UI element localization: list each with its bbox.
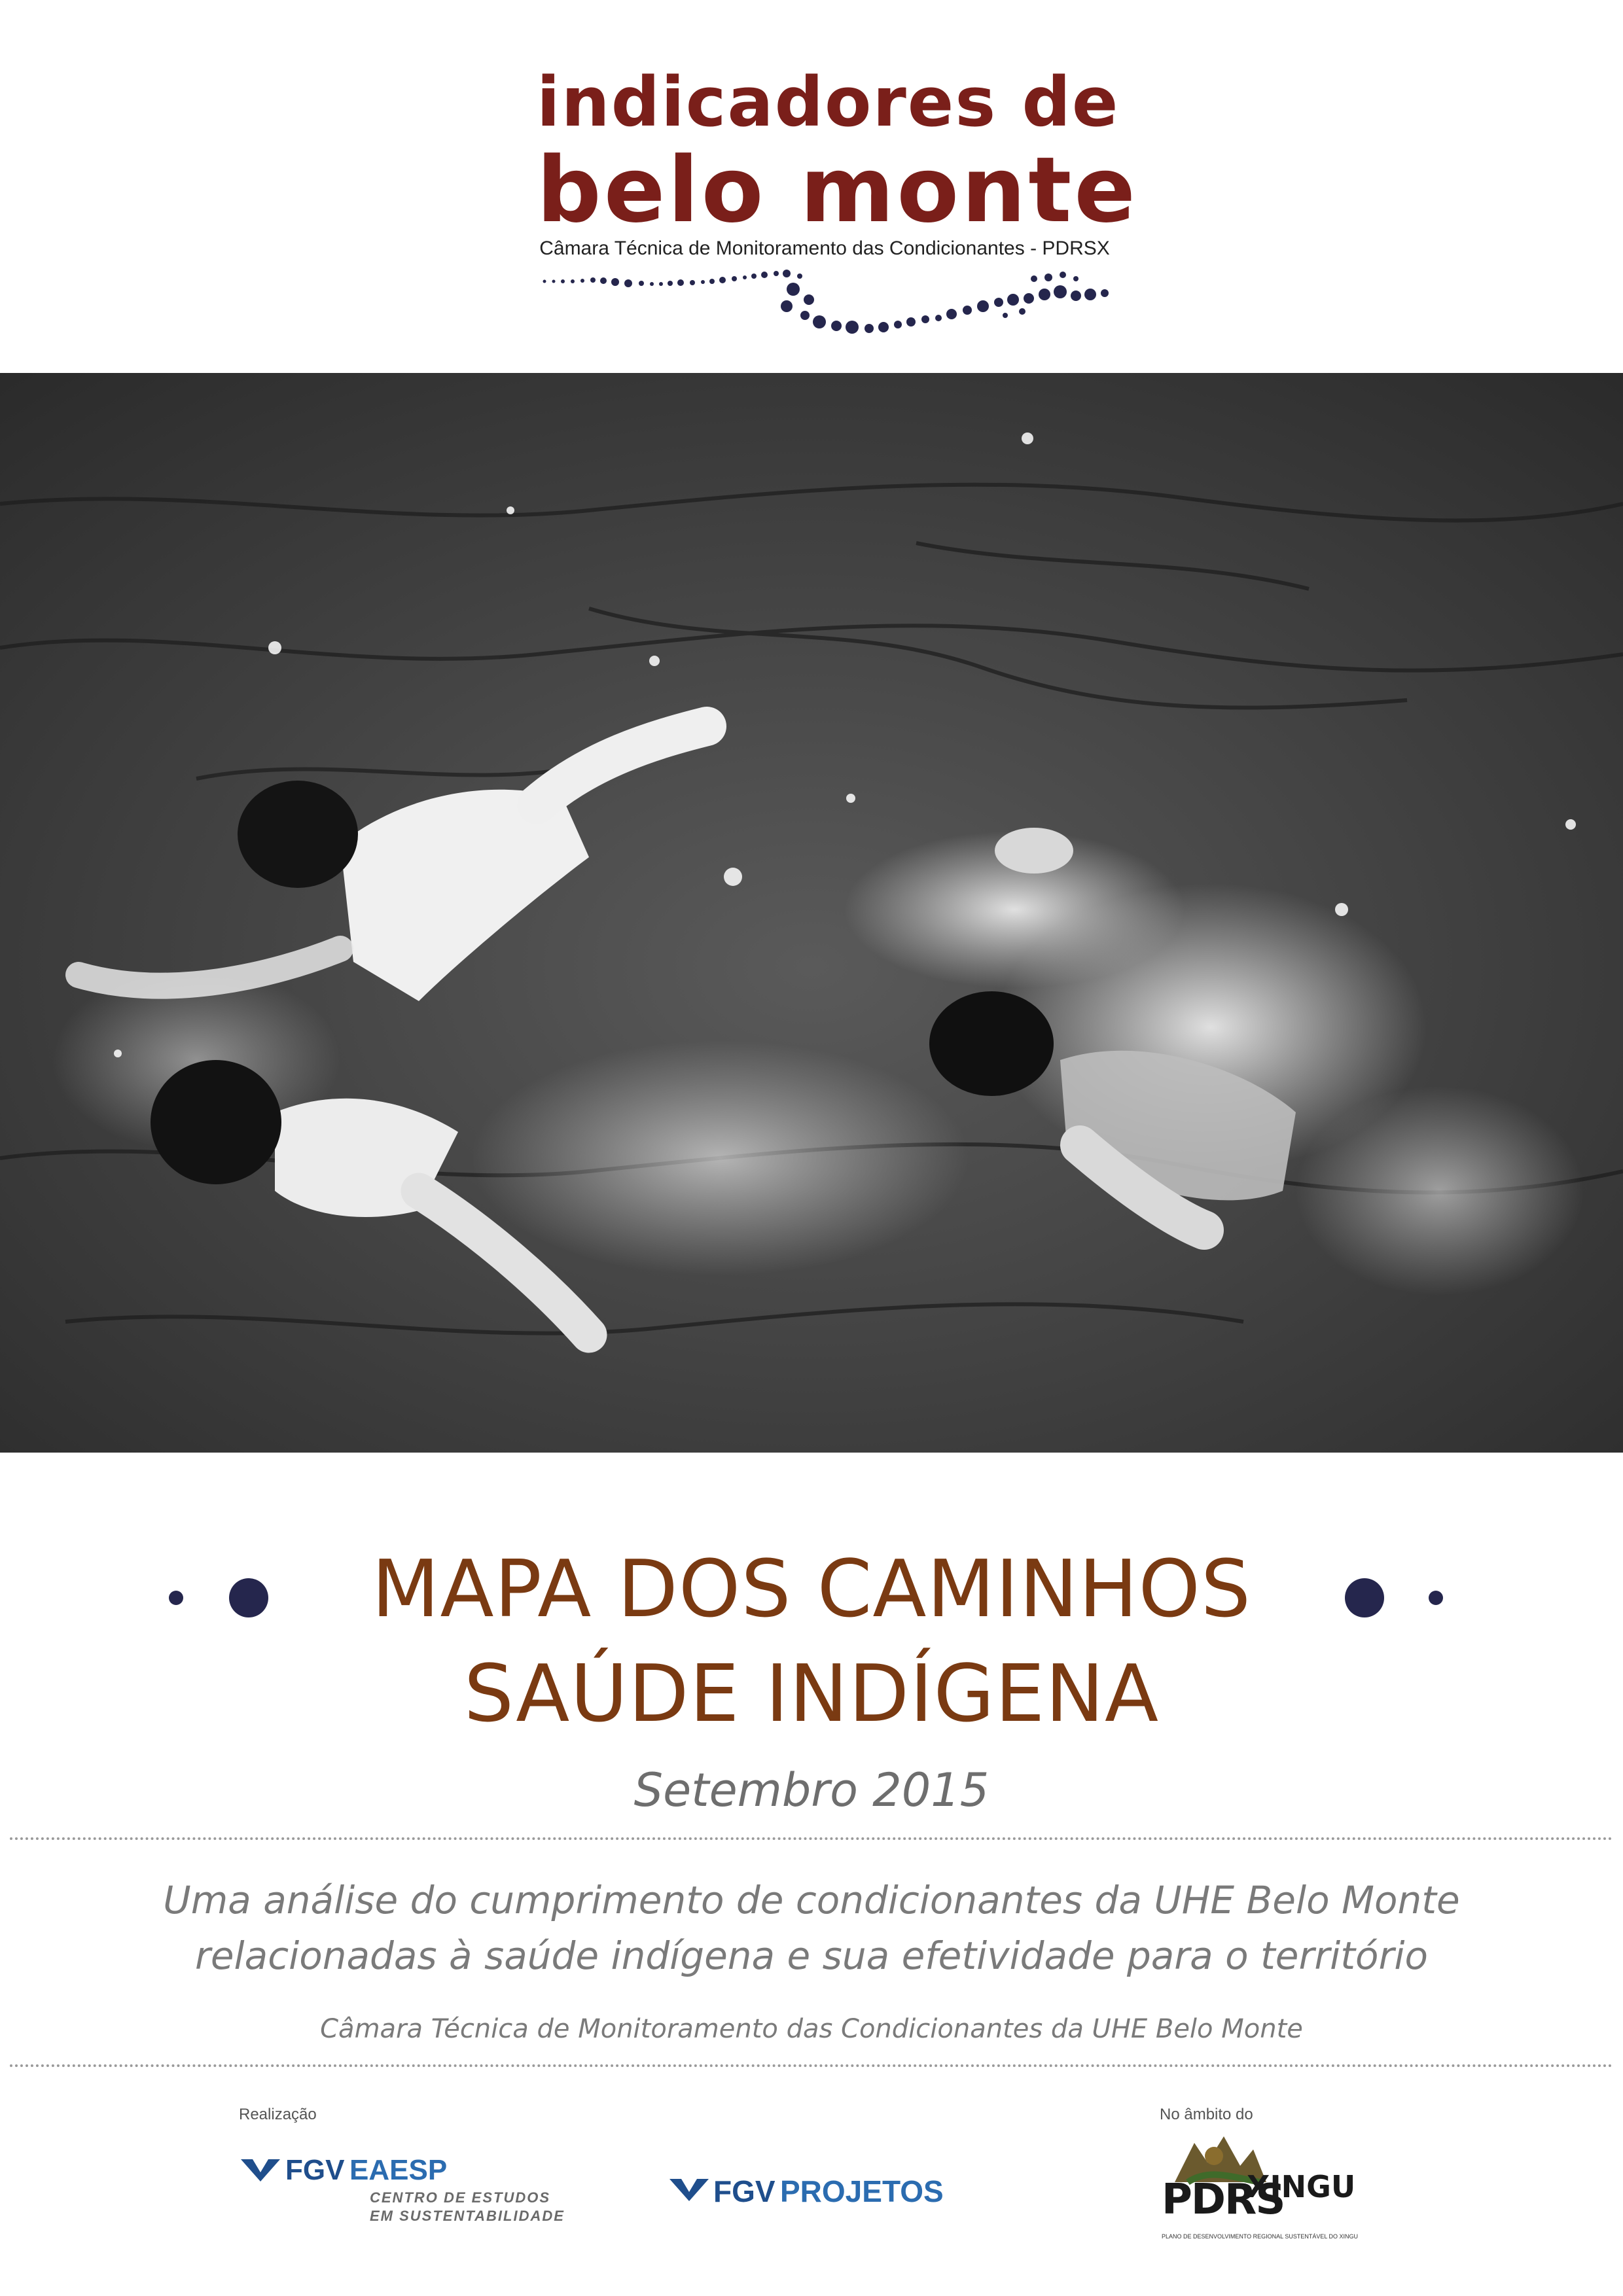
fgv-arrow-icon bbox=[241, 2159, 280, 2181]
dotted-river-icon bbox=[537, 262, 1113, 347]
pdrs-caption: PLANO DE DESENVOLVIMENTO REGIONAL SUSTENTÁVEL DO XINGU bbox=[1161, 2233, 1359, 2240]
logo-title-line2: belo monte bbox=[537, 137, 1138, 243]
ambito-label: No âmbito do bbox=[1160, 2106, 1253, 2123]
divider-top bbox=[10, 1837, 1613, 1840]
fgv-projetos-name: PROJETOS bbox=[780, 2174, 944, 2208]
logo-subtitle: Câmara Técnica de Monitoramento das Condicionantes - PDRSX bbox=[539, 238, 1110, 259]
fgv-eaesp-sub-line2: EM SUSTENTABILIDADE bbox=[370, 2208, 565, 2224]
pdrs-xingu-wordmark: XINGU bbox=[1247, 2169, 1356, 2204]
cover-photo bbox=[0, 373, 1623, 1453]
title-line-1: MAPA DOS CAMINHOS bbox=[371, 1544, 1252, 1635]
publication-date: Setembro 2015 bbox=[633, 1763, 990, 1817]
swimmers-photo-icon bbox=[0, 373, 1623, 1453]
logo-title-line1: indicadores de bbox=[537, 62, 1120, 142]
subtitle-line-1: Uma análise do cumprimento de condicionantes da UHE Belo Monte bbox=[163, 1878, 1460, 1922]
fgv-projetos-prefix: FGV bbox=[713, 2174, 776, 2208]
fgv-eaesp-prefix: FGV bbox=[285, 2154, 345, 2186]
title-line-2: SAÚDE INDÍGENA bbox=[463, 1649, 1160, 1740]
header-logo bbox=[537, 62, 1138, 344]
fgv-eaesp-sub-line1: CENTRO DE ESTUDOS bbox=[370, 2189, 551, 2206]
committee-credit: Câmara Técnica de Monitoramento das Condicionantes da UHE Belo Monte bbox=[320, 2014, 1303, 2044]
subtitle-line-2: relacionadas à saúde indígena e sua efetividade para o território bbox=[195, 1934, 1428, 1978]
pdrs-wordmark: PDRS bbox=[1162, 2176, 1285, 2224]
fgv-arrow-icon bbox=[669, 2179, 709, 2201]
divider-bottom bbox=[10, 2064, 1613, 2067]
fgv-eaesp-name: EAESP bbox=[349, 2154, 448, 2186]
pdrs-xingu-logo bbox=[1155, 2130, 1364, 2254]
realizacao-label: Realização bbox=[239, 2106, 317, 2123]
